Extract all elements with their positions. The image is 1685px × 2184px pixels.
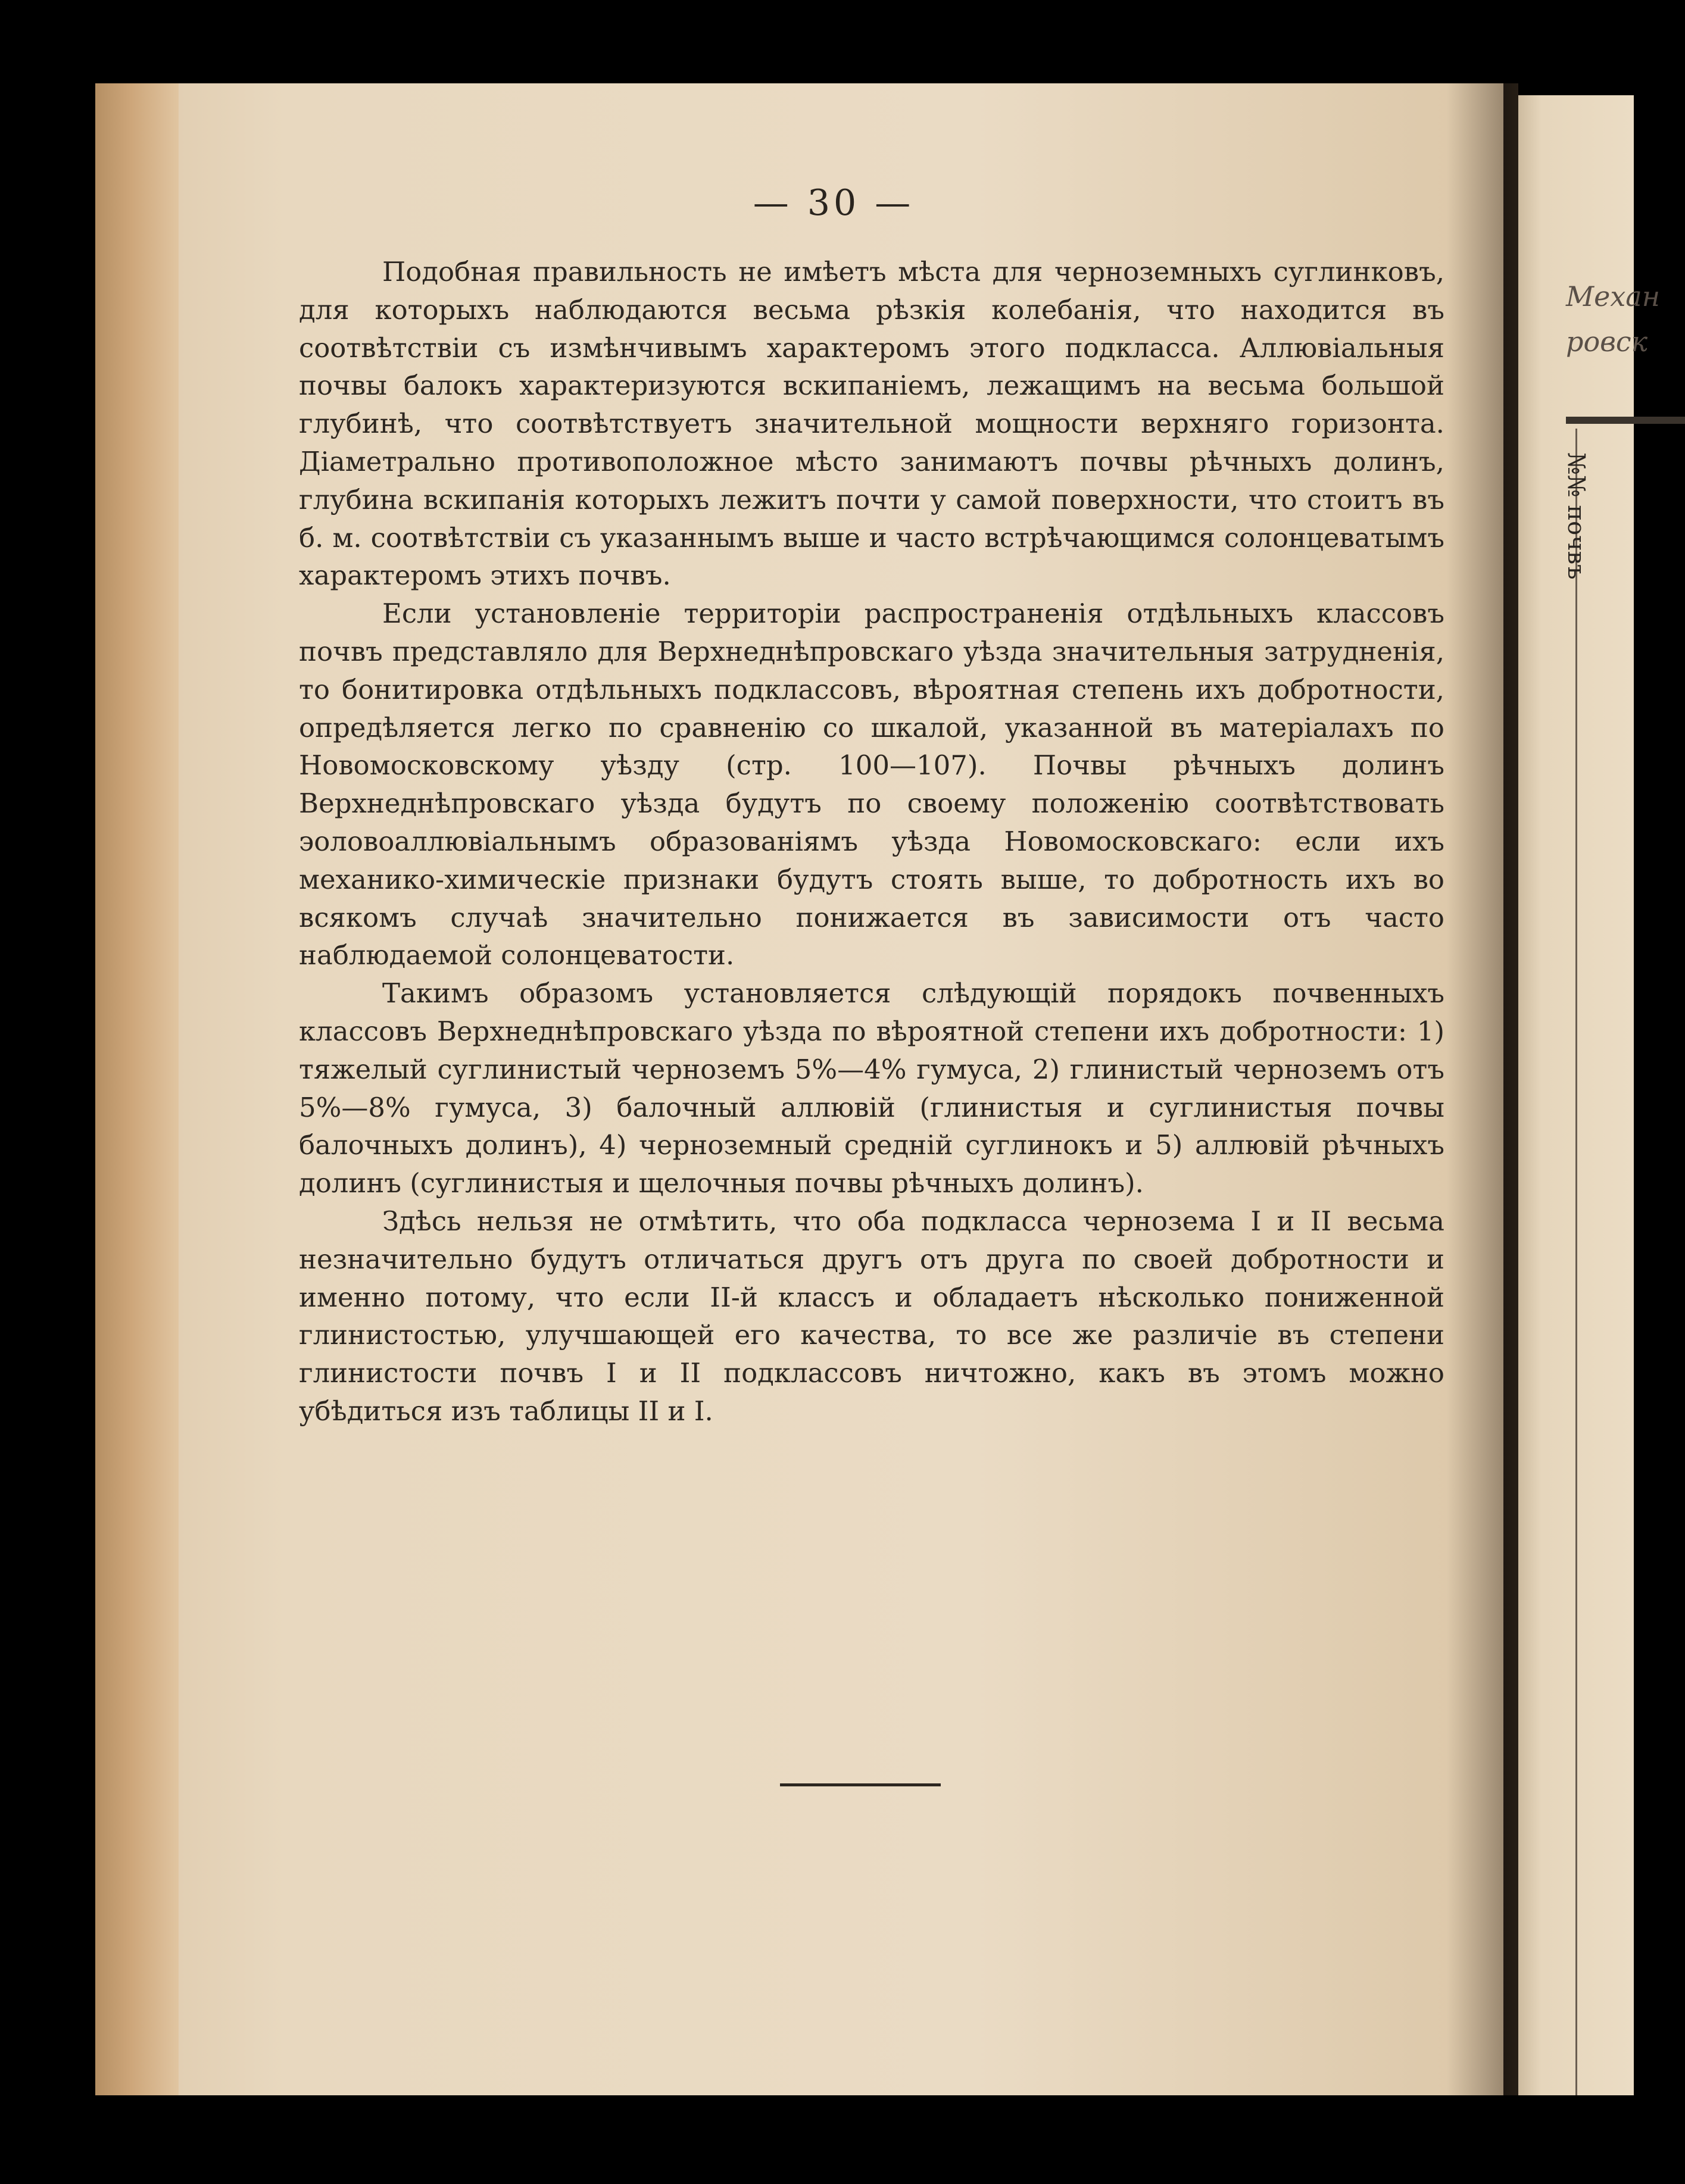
paragraph-2: Если установленіе территоріи распространенія отдѣльныхъ классовъ почвъ представляло для Верхнеднѣпровскаго уѣзда значительныя затрудненія, то бонитировка отдѣльныхъ подклассовъ, вѣроятная степень ихъ добротности, опредѣляется легко по сравненію со шкалой, указанной въ матеріалахъ по Новомосковскому уѣзду (стр. 100—107). Почвы рѣчныхъ долинъ Верхнеднѣпровскаго уѣзда будутъ по своему положенію соотвѣтствовать эоловоаллювіальнымъ образованіямъ уѣзда Новомосковскаго: если ихъ механико-химическіе признаки будутъ стоять выше, то добротность ихъ во всякомъ случаѣ значительно понижается въ зависимости отъ часто наблюдаемой солонцеватости. xyxy=(299,598,1444,971)
adjacent-header-line-2: ровск xyxy=(1566,326,1648,358)
adjacent-table-column-line xyxy=(1575,429,1577,2095)
adjacent-page-header xyxy=(1566,274,1660,364)
body-text xyxy=(299,253,1444,1430)
paragraph-4: Здѣсь нельзя не отмѣтить, что оба подкласса чернозема I и II весьма незначительно будутъ отличаться другъ отъ друга по своей добротности и именно потому, что если II-й классъ и обладаетъ нѣсколько пониженной глинистостью, улучшающей его качества, то все же различіе въ степени глинистости почвъ I и II подклассовъ ничтожно, какъ въ этомъ можно убѣдиться изъ таблицы II и I. xyxy=(299,1205,1444,1427)
gutter-shadow xyxy=(1447,83,1518,2095)
adjacent-page xyxy=(1518,95,1660,2095)
book-edge xyxy=(95,83,185,2095)
adjacent-header-line-1: Механ xyxy=(1566,280,1660,313)
adjacent-table-rule xyxy=(1566,417,1685,424)
section-end-rule xyxy=(780,1783,941,1786)
adjacent-table-column-label: №№ почвъ xyxy=(1562,452,1590,580)
page-number: — 30 — xyxy=(753,182,915,224)
paragraph-1: Подобная правильность не имѣетъ мѣста для черноземныхъ суглинковъ, для которыхъ наблюдаются весьма рѣзкія колебанія, что находится въ соотвѣтствіи съ измѣнчивымъ характеромъ этого подкласса. Аллювіальныя почвы балокъ характеризуются вскипаніемъ, лежащимъ на весьма большой глубинѣ, что соотвѣтствуетъ значительной мощности верхняго горизонта. Діаметрально противоположное мѣсто занимаютъ почвы рѣчныхъ долинъ, глубина вскипанія которыхъ лежитъ почти у самой поверхности, что стоитъ въ б. м. соотвѣтствіи съ указаннымъ выше и часто встрѣчающимся солонцеватымъ характеромъ этихъ почвъ. xyxy=(299,256,1444,592)
paragraph-3: Такимъ образомъ установляется слѣдующій порядокъ почвенныхъ классовъ Верхнеднѣпровскаго уѣзда по вѣроятной степени ихъ добротности: 1) тяжелый суглинистый черноземъ 5%—4% гумуса, 2) глинистый черноземъ отъ 5%—8% гумуса, 3) балочный аллювій (глинистыя и суглинистыя почвы балочныхъ долинъ), 4) черноземный средній суглинокъ и 5) аллювій рѣчныхъ долинъ (суглинистыя и щелочныя почвы рѣчныхъ долинъ). xyxy=(299,977,1444,1199)
